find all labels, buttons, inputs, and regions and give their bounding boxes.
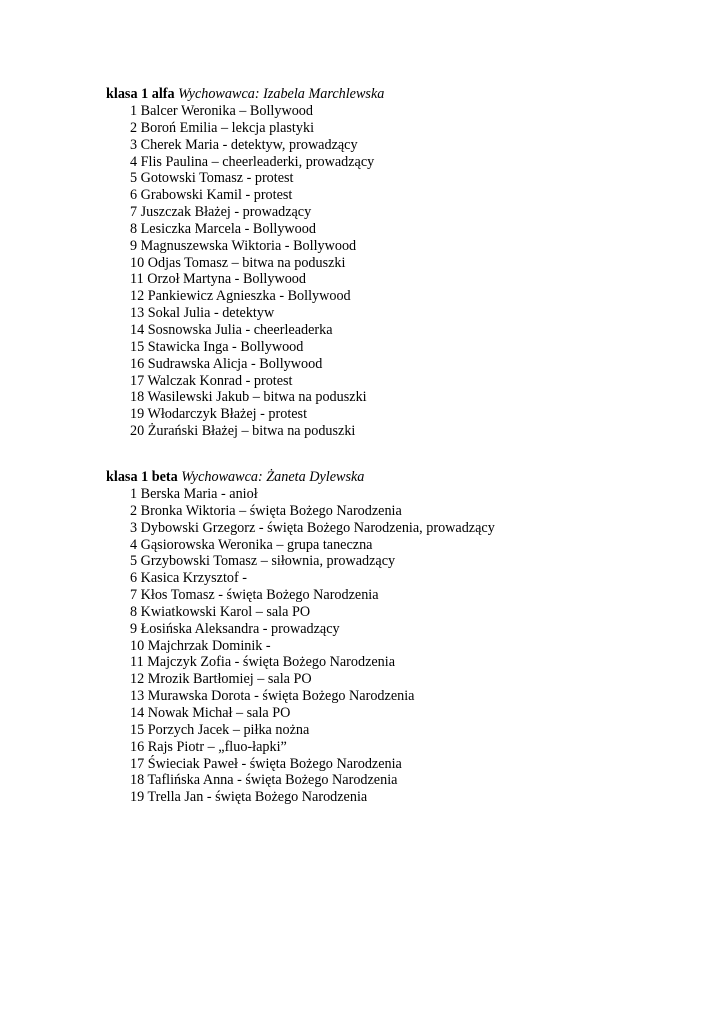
student-entry: 18 Taflińska Anna - święta Bożego Narodzenia [130,772,398,789]
student-entry: 12 Mrozik Bartłomiej – sala PO [130,671,312,688]
class-name: klasa 1 beta [106,469,178,485]
class-section-beta [106,468,706,806]
student-entry: 4 Gąsiorowska Weronika – grupa taneczna [130,536,373,553]
student-entry: 11 Majczyk Zofia - święta Bożego Narodzenia [130,654,395,671]
student-entry: 16 Sudrawska Alicja - Bollywood [130,355,323,372]
class-heading [106,468,706,486]
class-name: klasa 1 alfa [106,86,175,102]
student-entry: 3 Cherek Maria - detektyw, prowadzący [130,136,358,153]
student-entry: 5 Grzybowski Tomasz – siłownia, prowadzący [130,553,396,570]
student-entry: 15 Stawicka Inga - Bollywood [130,338,304,355]
student-entry: 13 Murawska Dorota - święta Bożego Narodzenia [130,688,415,705]
student-list [106,486,706,806]
student-entry: 7 Kłos Tomasz - święta Bożego Narodzenia [130,587,379,604]
student-entry: 4 Flis Paulina – cheerleaderki, prowadzący [130,153,375,170]
student-entry: 17 Walczak Konrad - protest [130,372,293,389]
student-entry: 15 Porzych Jacek – piłka nożna [130,721,310,738]
student-entry: 20 Żurański Błażej – bitwa na poduszki [130,423,356,440]
student-entry: 8 Kwiatkowski Karol – sala PO [130,603,311,620]
student-entry: 12 Pankiewicz Agnieszka - Bollywood [130,288,351,305]
teacher-label: Wychowawca: [181,469,263,485]
student-entry: 17 Świeciak Paweł - święta Bożego Narodzenia [130,755,402,772]
student-entry: 18 Wasilewski Jakub – bitwa na poduszki [130,389,367,406]
student-entry: 1 Balcer Weronika – Bollywood [130,103,313,119]
teacher-label: Wychowawca: [178,86,260,102]
student-entry: 9 Łosińska Aleksandra - prowadzący [130,620,340,637]
student-entry: 19 Włodarczyk Błażej - protest [130,406,308,423]
class-heading [106,85,706,103]
student-entry: 10 Majchrzak Dominik - [130,637,271,654]
student-entry: 8 Lesiczka Marcela - Bollywood [130,220,316,237]
student-entry: 14 Sosnowska Julia - cheerleaderka [130,321,333,338]
student-entry: 5 Gotowski Tomasz - protest [130,170,294,187]
teacher-name: Izabela Marchlewska [263,86,385,102]
class-section-alfa [106,85,706,440]
student-entry: 6 Kasica Krzysztof - [130,570,247,587]
student-entry: 2 Boroń Emilia – lekcja plastyki [130,119,315,136]
student-entry: 11 Orzoł Martyna - Bollywood [130,271,306,288]
student-entry: 3 Dybowski Grzegorz - święta Bożego Narodzenia, prowadzący [130,519,495,536]
student-entry: 10 Odjas Tomasz – bitwa na poduszki [130,254,346,271]
student-list [106,103,706,440]
student-entry: 13 Sokal Julia - detektyw [130,305,275,322]
student-entry: 14 Nowak Michał – sala PO [130,704,291,721]
student-entry: 16 Rajs Piotr – „fluo-łapki” [130,738,287,755]
student-entry: 1 Berska Maria - anioł [130,486,258,502]
student-entry: 6 Grabowski Kamil - protest [130,187,293,204]
student-entry: 19 Trella Jan - święta Bożego Narodzenia [130,789,368,806]
student-entry: 9 Magnuszewska Wiktoria - Bollywood [130,237,357,254]
student-entry: 7 Juszczak Błażej - prowadzący [130,204,312,221]
student-entry: 2 Bronka Wiktoria – święta Bożego Narodzenia [130,502,402,519]
teacher-name: Żaneta Dylewska [266,469,365,485]
